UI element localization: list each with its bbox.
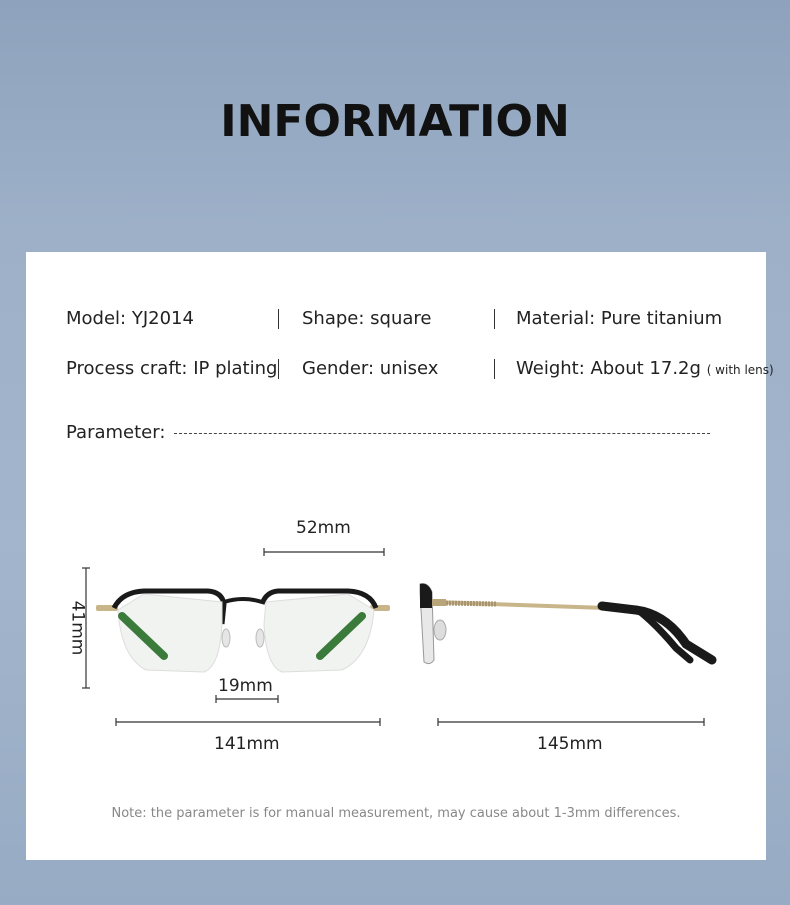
- parameter-label: Parameter:: [66, 422, 166, 443]
- frame-width-label: 141mm: [214, 734, 280, 754]
- spec-model: Model: YJ2014: [66, 308, 194, 329]
- glasses-side-view: [420, 584, 712, 664]
- temple-length-label: 145mm: [537, 734, 603, 754]
- spec-gender: Gender: unisex: [302, 358, 439, 379]
- page-title: INFORMATION: [220, 96, 570, 147]
- lens-width-label: 52mm: [296, 518, 351, 538]
- spec-material: Material: Pure titanium: [516, 308, 723, 329]
- bridge-label: 19mm: [218, 676, 273, 696]
- spec-process: Process craft: IP plating: [66, 358, 278, 379]
- lens-height-label: 41mm: [67, 600, 88, 656]
- spec-weight-value: Weight: About 17.2g: [516, 358, 701, 379]
- glasses-front-view: [96, 591, 390, 672]
- spec-weight-note: ( with lens): [706, 363, 774, 377]
- spec-shape: Shape: square: [302, 308, 432, 329]
- info-panel: [26, 252, 774, 860]
- measurement-note: Note: the parameter is for manual measurement, may cause about 1-3mm differences.: [111, 806, 681, 821]
- glasses-illustration: [26, 252, 766, 860]
